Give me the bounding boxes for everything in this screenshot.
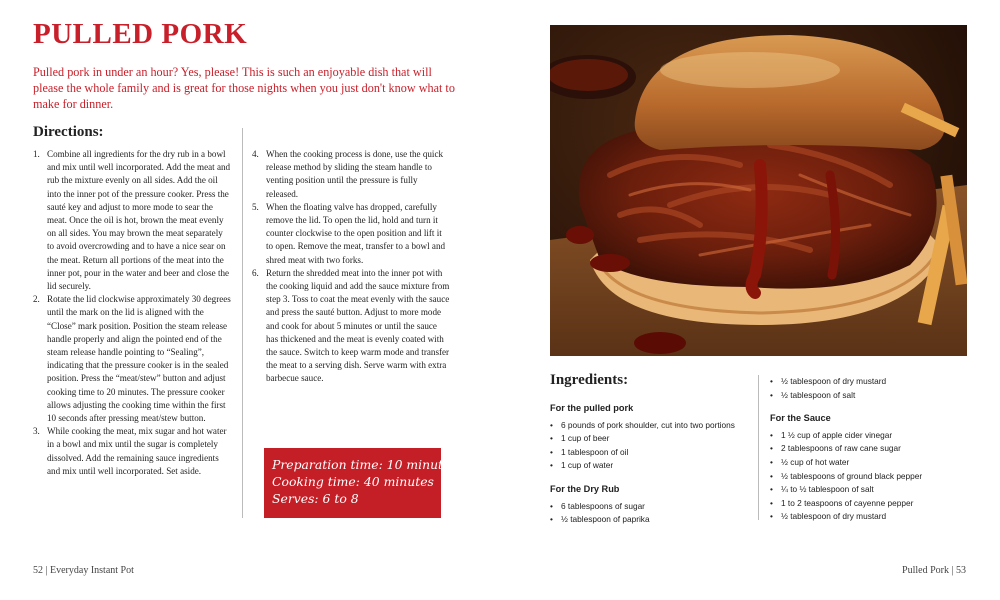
- ingredient-item: • ½ tablespoon of dry mustard: [770, 375, 970, 389]
- ingredients-column-1: [550, 402, 750, 537]
- recipe-title: PULLED PORK: [33, 18, 248, 50]
- ingredient-list: [770, 375, 970, 402]
- step-text: Return the shredded meat into the inner pot with the cooking liquid and add the sauce mixture from step 3. Toss to coat the meat evenly with the sauce and press the sauté button. Adjust to more mode and cook for about 5 minutes or until the sauce has thickened and the meat is evenly coated with the sauce. Switch to keep warm mode and transfer the meat to a serving dish. Serve warm with extra barbecue sauce.: [266, 267, 450, 384]
- ingredient-item: • 1 cup of water: [550, 459, 750, 473]
- step-number: 4.: [252, 149, 259, 159]
- ingredient-item: • ½ tablespoon of dry mustard: [770, 510, 970, 524]
- ingredient-item: • 1 to 2 teaspoons of cayenne pepper: [770, 497, 970, 511]
- ingredient-list: [770, 429, 970, 524]
- page-footer-left: 52 | Everyday Instant Pot: [33, 565, 134, 576]
- directions-list-column-1: [33, 148, 231, 478]
- food-photo-illustration: [550, 25, 967, 356]
- step-number: 1.: [33, 149, 40, 159]
- step-text: While cooking the meat, mix sugar and hot water in a bowl and mix until the sugar is completely dissolved. Add the remaining sauce ingredients and mix until well incorporated. Set aside.: [47, 426, 227, 476]
- column-divider: [758, 375, 759, 520]
- direction-step: [252, 148, 450, 201]
- cook-time: Cooking time: 40 minutes: [272, 474, 434, 489]
- ingredient-item: • ½ tablespoon of paprika: [550, 513, 750, 527]
- direction-step: [33, 425, 231, 478]
- directions-heading: Directions:: [33, 124, 104, 140]
- direction-step: [252, 267, 450, 386]
- ingredient-item: • ½ tablespoons of ground black pepper: [770, 470, 970, 484]
- step-text: Rotate the lid clockwise approximately 30 degrees until the mark on the lid is aligned with the “Close” mark position. Position the steam release handle properly and align the pointed end of the steam release handle pointing to “Sealing”, indicating that the pressure cooker is in the sealed position. Press the “meat/stew” button and adjust cooking time to 20 minutes. The pressure cooker allows adjusting the cooking time within the first 10 seconds after pressing meat/stew button.: [47, 294, 231, 424]
- prep-time: Preparation time: 10 minutes: [272, 457, 457, 472]
- ingredient-item: • 1 tablespoon of oil: [550, 446, 750, 460]
- right-page: [500, 0, 1000, 600]
- direction-step: [252, 201, 450, 267]
- ingredient-item: • 6 pounds of pork shoulder, cut into two portions: [550, 419, 750, 433]
- ingredient-list: [550, 419, 750, 473]
- directions-list-column-2: [252, 148, 450, 386]
- step-text: When the floating valve has dropped, carefully remove the lid. To open the lid, hold and turn it counter clockwise to the open position and lift it to open. Remove the meat, transfer to a bowl and shred meat with two forks.: [266, 201, 446, 265]
- step-number: 5.: [252, 201, 259, 212]
- ingredients-column-2: [770, 375, 970, 534]
- time-info-box: [264, 448, 457, 518]
- pulled-pork-sandwich-photo: [550, 25, 967, 356]
- step-number: 2.: [33, 294, 40, 305]
- ingredient-item: • 2 tablespoons of raw cane sugar: [770, 442, 970, 456]
- ingredient-item: • 6 tablespoons of sugar: [550, 500, 750, 514]
- ingredient-item: • ½ tablespoon of salt: [770, 389, 970, 403]
- ingredient-item: • ½ cup of hot water: [770, 456, 970, 470]
- ingredient-list: [550, 500, 750, 527]
- ingredient-group-title: For the Dry Rub: [550, 483, 620, 494]
- ingredients-heading: Ingredients:: [550, 372, 629, 388]
- ingredient-group-title: For the Sauce: [770, 413, 831, 424]
- column-divider: [242, 128, 243, 518]
- servings: Serves: 6 to 8: [272, 491, 359, 506]
- direction-step: [33, 148, 231, 293]
- page-footer-right: Pulled Pork | 53: [902, 565, 966, 576]
- step-text: When the cooking process is done, use the quick release method by sliding the steam handle to venting position until the pressure is fully released.: [266, 149, 444, 199]
- step-number: 3.: [33, 426, 40, 437]
- direction-step: [33, 293, 231, 425]
- step-text: Combine all ingredients for the dry rub in a bowl and mix until well incorporated. Add the meat and rub the mixture evenly on all sides. Add the oil into the inner pot of the pressure cooker. Press the sauté key and adjust to more mode to sear the meat. Once the oil is hot, brown the meat evenly on all sides. You may brown the meat separately to avoid overcrowding and to have a nice sear on the meat. Return all portions of the meat into the inner pot, pour in the water and beer and close the lid securely.: [47, 149, 231, 292]
- ingredient-group-title: For the pulled pork: [550, 403, 634, 413]
- recipe-intro: Pulled pork in under an hour? Yes, please! This is such an enjoyable dish that will please the whole family and is great for those nights when you just don't know what to make for dinner.: [33, 65, 455, 111]
- ingredient-item: • ¼ to ½ tablespoon of salt: [770, 483, 970, 497]
- ingredient-item: • 1 cup of beer: [550, 432, 750, 446]
- step-number: 6.: [252, 267, 259, 278]
- ingredient-item: • 1 ½ cup of apple cider vinegar: [770, 429, 970, 443]
